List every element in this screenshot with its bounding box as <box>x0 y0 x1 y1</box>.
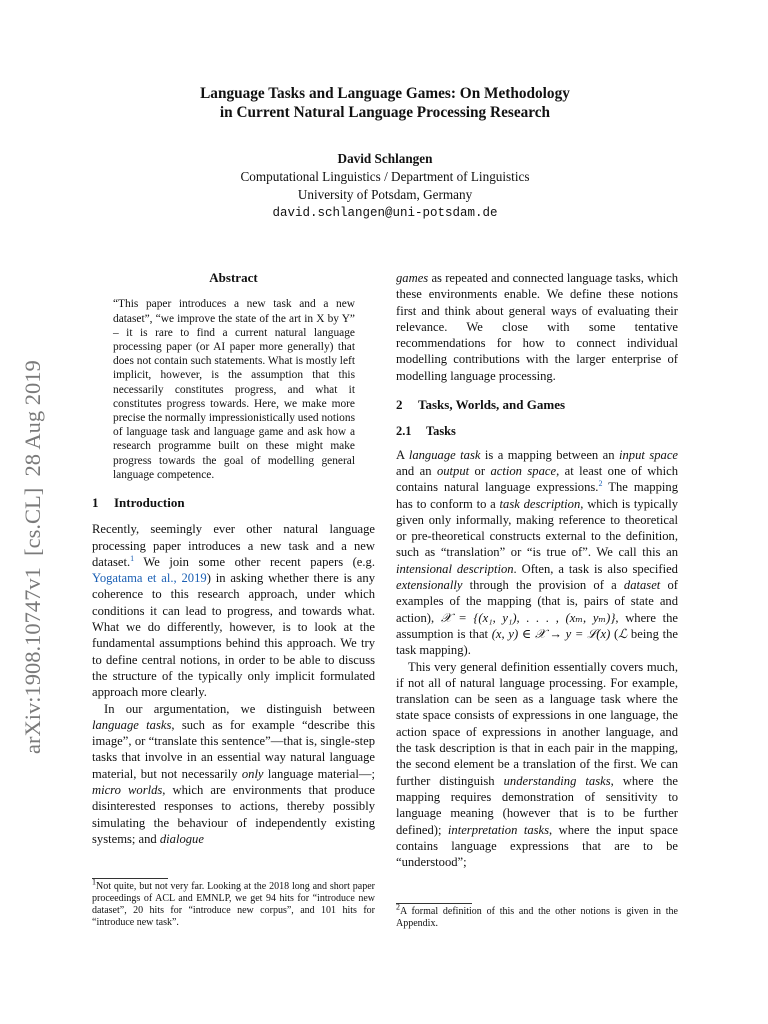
emphasis: input space <box>619 447 679 462</box>
text-run: , where the mapping requires demonstration of sensitivity to language meaning (however that is to be further defined); <box>396 773 678 837</box>
text-run: , such as for example “describe this image”, or “translate this sentence”—that is, single-step tasks that involve in an essential way natural language material, but not necessarily <box>92 717 375 781</box>
math-dataset: 𝒳 = {(x₁, y₁), . . . , (xₘ, yₘ)} <box>440 610 616 625</box>
section-title: Tasks, Worlds, and Games <box>418 397 566 413</box>
emphasis: games <box>396 271 429 285</box>
arxiv-id-text: arXiv:1908.10747v1 [cs.CL] 28 Aug 2019 <box>20 360 45 754</box>
intro-paragraph-1 <box>92 521 375 700</box>
text-run: ) in asking whether there is any coherence to this research approach, under which conditions it can lead to progress, and towards what. What we do differently, however, is to look at the fundamental assumptions behind this approach. We try to define central notions, in order to be able to discuss the structure of the typically only implicit formulated approach more clearly. <box>92 571 375 700</box>
text-run: language material—; <box>263 766 375 781</box>
abstract-heading: Abstract <box>209 270 258 285</box>
left-column <box>92 268 375 847</box>
footnote-1 <box>92 877 375 929</box>
author-block <box>92 150 678 222</box>
text-run: of examples of the mapping (that is, pairs of state and action), <box>396 578 678 625</box>
text-run: and an <box>396 463 437 478</box>
footnote-rule-right <box>396 903 472 904</box>
emphasis: action space <box>490 463 557 478</box>
text-run: A <box>396 447 409 462</box>
text-run: or <box>469 463 491 478</box>
text-run: In our argumentation, we distinguish between <box>104 701 375 716</box>
arxiv-identifier <box>14 314 48 754</box>
footnote-rule-left <box>92 878 168 879</box>
emphasis: output <box>436 463 470 478</box>
emphasis: language task <box>408 447 481 462</box>
text-run: . Often, a task is also specified <box>513 561 678 576</box>
text-run: , at least one of which contains natural language expressions. <box>396 463 678 495</box>
footnote-text: A formal definition of this and the other notions is given in the Appendix. <box>396 906 678 929</box>
abstract-text: “This paper introduces a new task and a new dataset”, “we improve the state of the art in X by Y” – it is rare to find a current natural language processing paper (or AI paper more generally) that does not contain such statements. What is mostly left implicit, however, is the assumption that this necessarily constitutes progress, and what it constitutes progress towards. Here, we make more precise the normally impressionistically used notions of language task and language game and ask how a research programme built on these might make progress towards the goal of modelling general language competence. <box>113 298 356 481</box>
footnote-marker-1[interactable]: 1 <box>130 553 135 563</box>
text-run: , which are environments that produce disinterested responses to actions, thereby possibly simulating the behaviour of independently existing systems; and <box>92 782 375 846</box>
footnote-number: 1 <box>92 877 96 887</box>
text-run: , which is typically given only informally, making reference to theoretical or pre-theoretical constructs external to the definition, such as “translation” or “is true of”. We call this an <box>396 496 678 560</box>
text-run: being the task mapping). <box>396 626 678 658</box>
text-run: We join some other recent papers (e.g. <box>134 554 375 569</box>
section-number: 1 <box>92 494 99 510</box>
emphasis: extensionally <box>396 578 463 593</box>
text-run: through the provision of a <box>462 578 624 593</box>
subsection-title: Tasks <box>426 424 456 439</box>
emphasis: micro worlds <box>92 782 163 797</box>
right-column <box>396 270 678 870</box>
section-number: 2 <box>396 397 403 413</box>
citation-link[interactable]: Yogatama et al., 2019 <box>92 571 207 586</box>
author-email[interactable]: david.schlangen@uni-potsdam.de <box>272 206 498 220</box>
text-run: , where the assumption is that <box>396 610 678 641</box>
emphasis: language tasks <box>92 717 172 732</box>
emphasis: interpretation tasks <box>447 822 550 837</box>
math-symbol: ℒ <box>618 626 628 641</box>
footnote-number: 2 <box>396 902 400 912</box>
tasks-paragraph-1 <box>396 447 678 659</box>
emphasis: task description <box>499 496 581 511</box>
math-assumption: (x, y) ∈ 𝒳 → y = ℒ(x) <box>491 626 611 641</box>
title-line-1: Language Tasks and Language Games: On Methodology <box>200 85 570 102</box>
intro-paragraph-2 <box>92 701 375 848</box>
footnote-2 <box>396 902 678 930</box>
text-run: Recently, seemingly ever other natural language processing paper introduces a new task and a new dataset. <box>92 522 375 569</box>
paper-title <box>92 84 678 122</box>
subsection-heading-tasks <box>396 423 678 439</box>
emphasis: dataset <box>623 578 661 593</box>
author-affiliation-2: University of Potsdam, Germany <box>297 187 473 202</box>
text-run: is a mapping between an <box>480 447 619 462</box>
emphasis: only <box>241 766 264 781</box>
text-run: ( <box>610 626 619 641</box>
text-run: The mapping has to conform to a <box>396 480 678 511</box>
author-affiliation-1: Computational Linguistics / Department of Linguistics <box>240 169 530 184</box>
text-run: , where the input space contains language expressions that are to be “understood”; <box>396 822 678 870</box>
section-heading-tasks-worlds-games <box>396 397 678 413</box>
subsection-number: 2.1 <box>396 424 412 439</box>
footnote-marker-2[interactable]: 2 <box>598 479 603 489</box>
title-line-2: in Current Natural Language Processing Research <box>219 104 551 121</box>
text-run: This very general definition essentially covers much, if not all of natural language processing. For example, translation can be seen as a language task where the state space consists of expressions in one language, the action space of expressions in another language, and the task description is that in each pair in the mapping, the second element be a translation of the first. We can further distinguish <box>396 659 678 788</box>
emphasis: understanding tasks <box>503 773 611 788</box>
tasks-paragraph-2 <box>396 659 678 871</box>
right-paragraph-continued <box>396 270 678 384</box>
author-name: David Schlangen <box>337 151 433 166</box>
section-title: Introduction <box>114 494 185 510</box>
emphasis: intensional description <box>396 561 514 576</box>
emphasis: dialogue <box>159 831 204 846</box>
section-heading-introduction <box>92 495 375 511</box>
text-run: as repeated and connected language tasks, which these environments enable. We define these notions first and think about general ways of evaluating their relevance. We close with some tentative recommendations for how to connect individual modelling contributions with the larger enterprise of modelling language processing. <box>396 271 678 383</box>
footnote-text: Not quite, but not very far. Looking at the 2018 long and short paper proceedings of ACL and EMNLP, we get 94 hits for “introduce new dataset”, 20 hits for “introduce new corpus”, and 101 hits for “introduce new task”. <box>92 881 375 928</box>
